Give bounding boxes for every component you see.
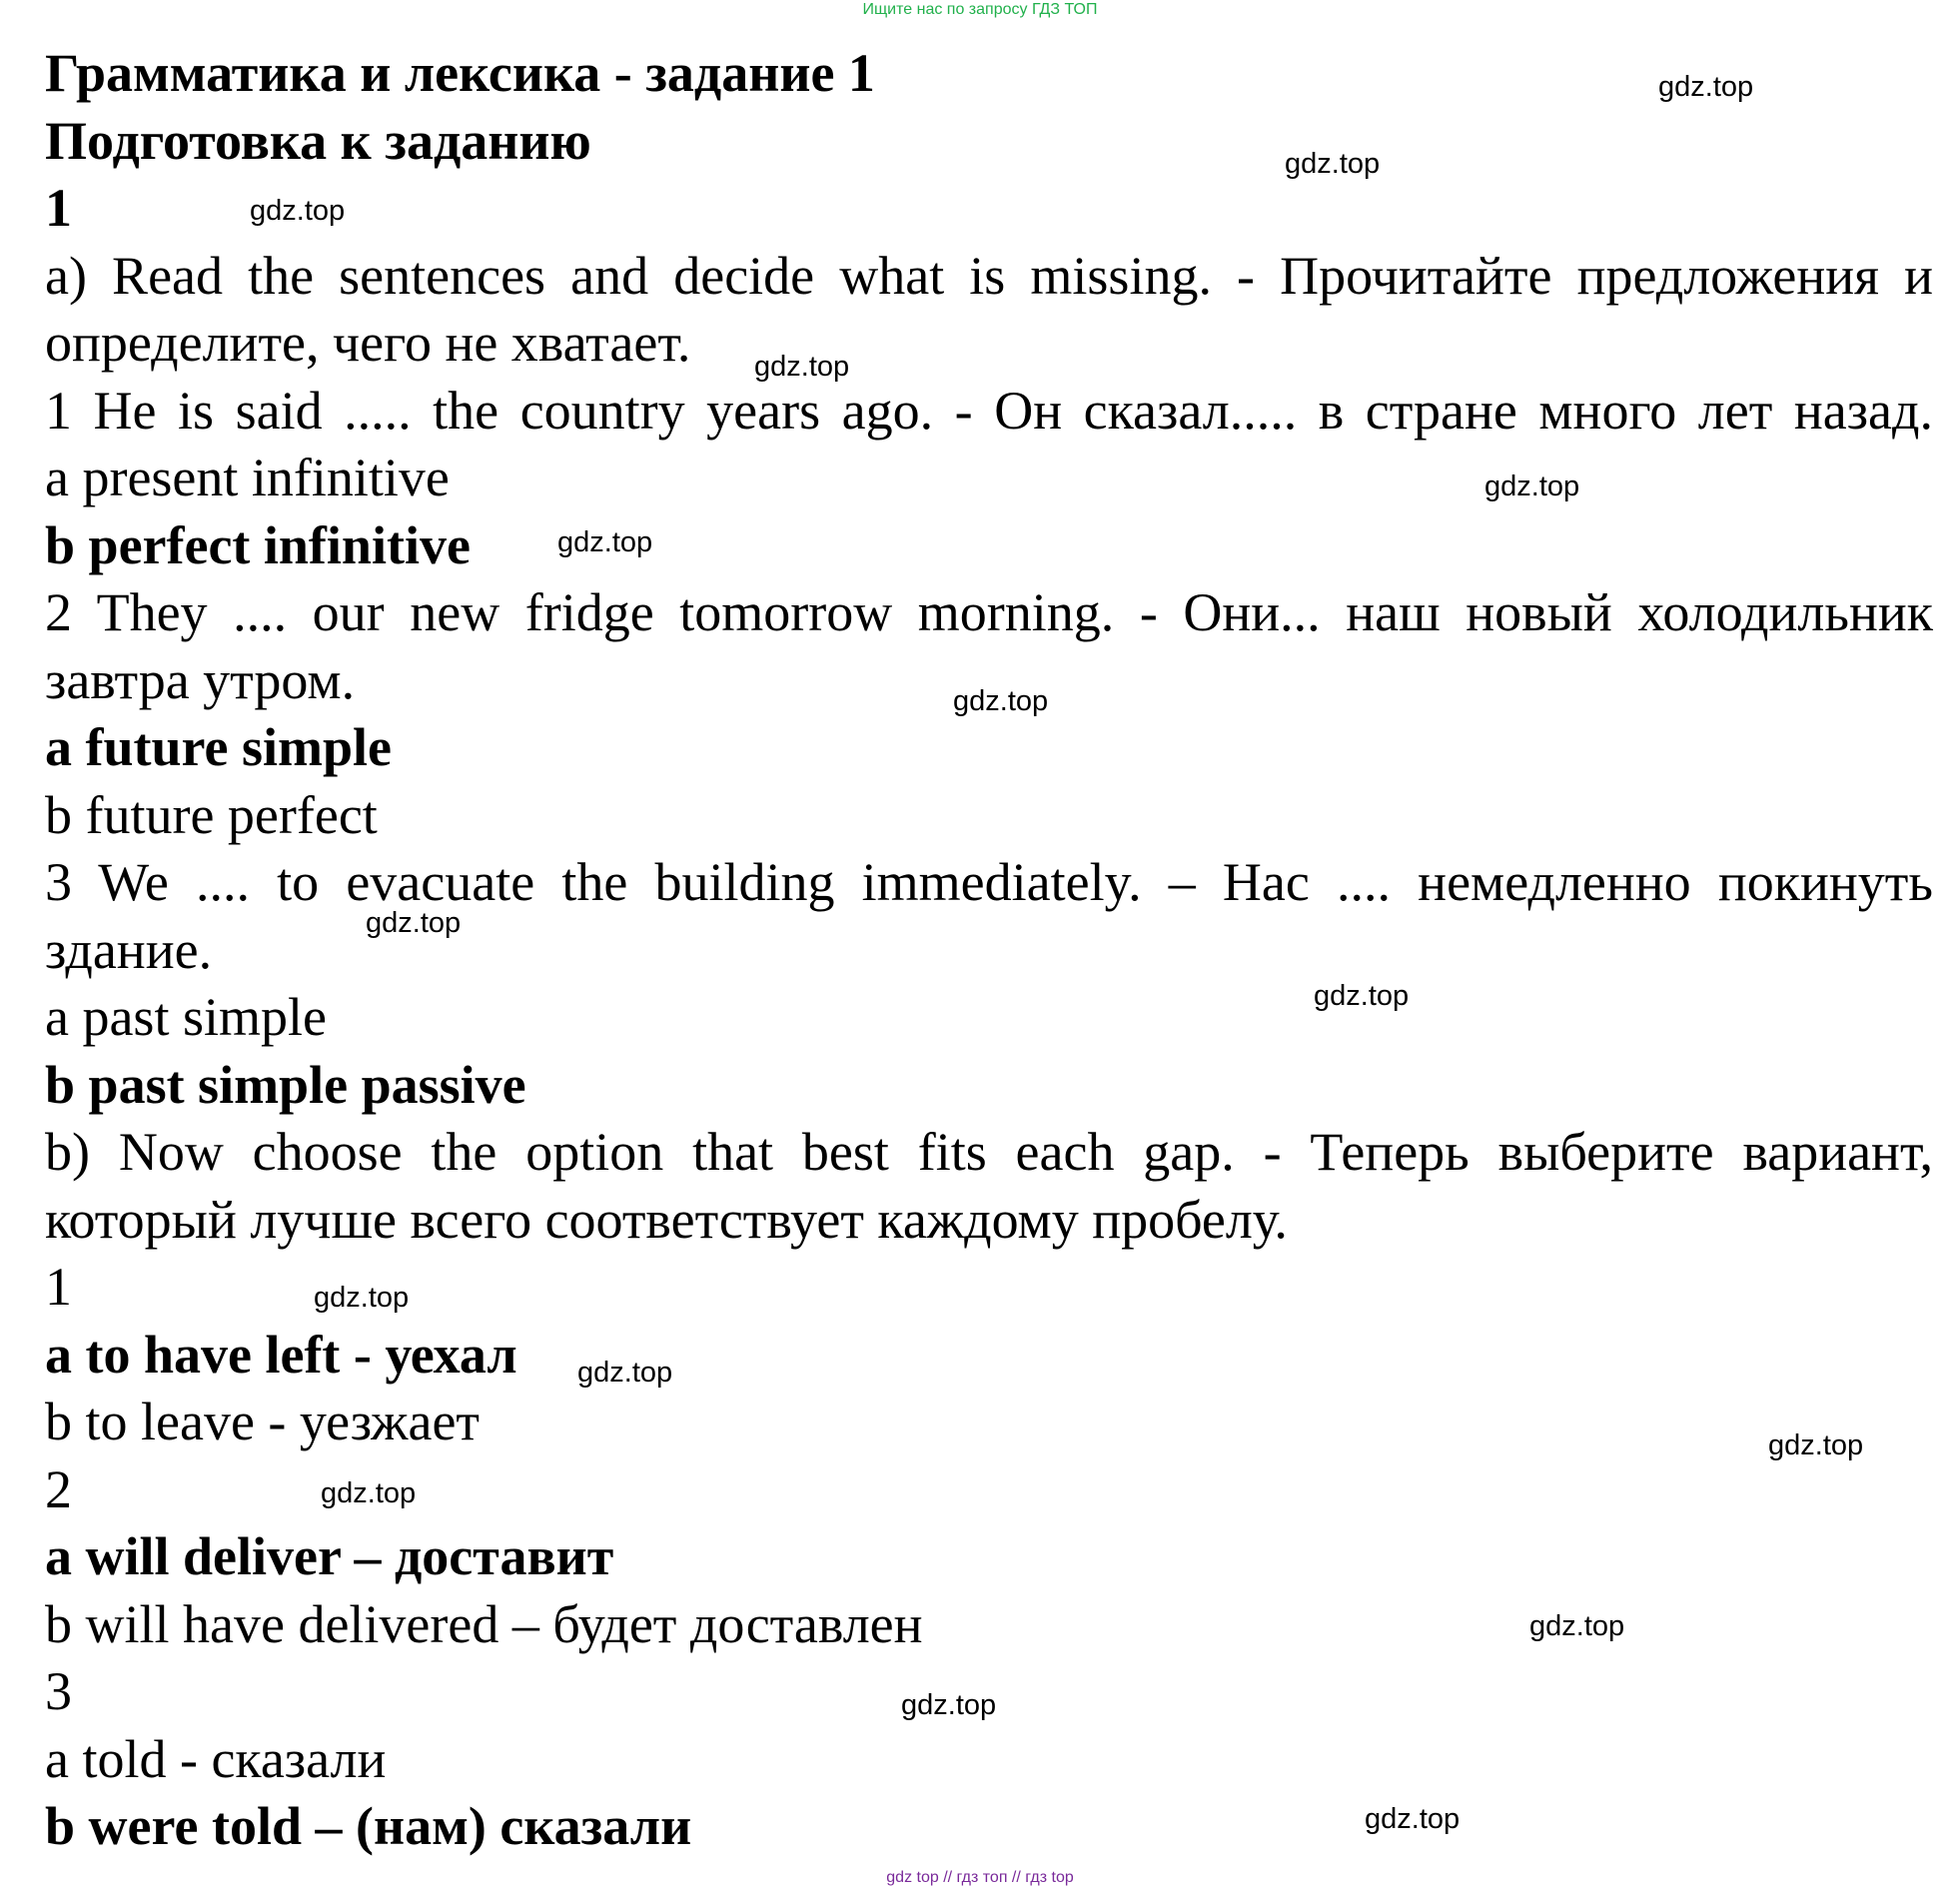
part-a-instruction-line2: определите, чего не хватает.	[45, 313, 691, 373]
question-3-sentence-line2: здание.	[45, 919, 213, 980]
answer-3-option-a: a told - сказали	[45, 1728, 387, 1789]
part-a-instruction-line1: a) Read the sentences and decide what is missing. - Прочитайте предложения и	[45, 245, 1933, 306]
footer-links: gdz top // гдз топ // гдз top	[886, 1869, 1074, 1886]
question-2-sentence-line2: завтра утром.	[45, 649, 356, 710]
answer-2-number: 2	[45, 1458, 72, 1519]
question-3-sentence-line1: 3 We .... to evacuate the building immediately. – Нас .... немедленно покинуть	[45, 852, 1933, 912]
watermark: gdz.top	[1658, 71, 1754, 103]
watermark: gdz.top	[1285, 148, 1381, 180]
watermark: gdz.top	[366, 907, 462, 939]
watermark: gdz.top	[1529, 1610, 1625, 1642]
watermark: gdz.top	[1484, 471, 1580, 502]
answer-3-option-b: b were told – (нам) сказали	[45, 1796, 692, 1856]
watermark: gdz.top	[1365, 1803, 1461, 1835]
task-content	[45, 40, 1933, 1861]
watermark: gdz.top	[557, 526, 653, 558]
part-b-instruction-line1: b) Now choose the option that best fits each gap. - Теперь выберите вариант,	[45, 1122, 1933, 1182]
watermark: gdz.top	[250, 195, 346, 227]
question-1-sentence: 1 He is said ..... the country years ago. - Он сказал..... в стране много лет назад.	[45, 380, 1933, 441]
top-banner: Ищите нас по запросу ГДЗ ТОП	[862, 1, 1098, 18]
page-subtitle: Подготовка к заданию	[45, 110, 591, 171]
answer-1-option-a: a to have left - уехал	[45, 1324, 517, 1385]
answer-2-option-b: b will have delivered – будет доставлен	[45, 1593, 923, 1654]
question-1-option-a: a present infinitive	[45, 448, 450, 507]
exercise-number: 1	[45, 178, 72, 238]
page-title: Грамматика и лексика - задание 1	[45, 43, 875, 103]
answer-1-number: 1	[45, 1257, 72, 1317]
watermark: gdz.top	[1314, 980, 1410, 1012]
watermark: gdz.top	[1768, 1429, 1864, 1461]
watermark: gdz.top	[577, 1357, 673, 1389]
question-2-option-b: b future perfect	[45, 784, 378, 845]
watermark: gdz.top	[321, 1477, 417, 1509]
question-2-sentence-line1: 2 They .... our new fridge tomorrow morning. - Они... наш новый холодильник	[45, 582, 1933, 642]
answer-1-option-b: b to leave - уезжает	[45, 1392, 481, 1451]
watermark: gdz.top	[754, 351, 850, 383]
watermark: gdz.top	[314, 1282, 410, 1314]
question-3-option-b: b past simple passive	[45, 1054, 526, 1115]
question-1-option-b: b perfect infinitive	[45, 514, 471, 575]
answer-2-option-a: a will deliver – доставит	[45, 1526, 614, 1586]
question-3-option-a: a past simple	[45, 987, 327, 1047]
question-2-option-a: a future simple	[45, 717, 392, 777]
watermark: gdz.top	[953, 685, 1049, 717]
watermark: gdz.top	[901, 1689, 997, 1721]
part-b-instruction-line2: который лучше всего соответствует каждому пробелу.	[45, 1189, 1288, 1250]
answer-3-number: 3	[45, 1661, 72, 1721]
